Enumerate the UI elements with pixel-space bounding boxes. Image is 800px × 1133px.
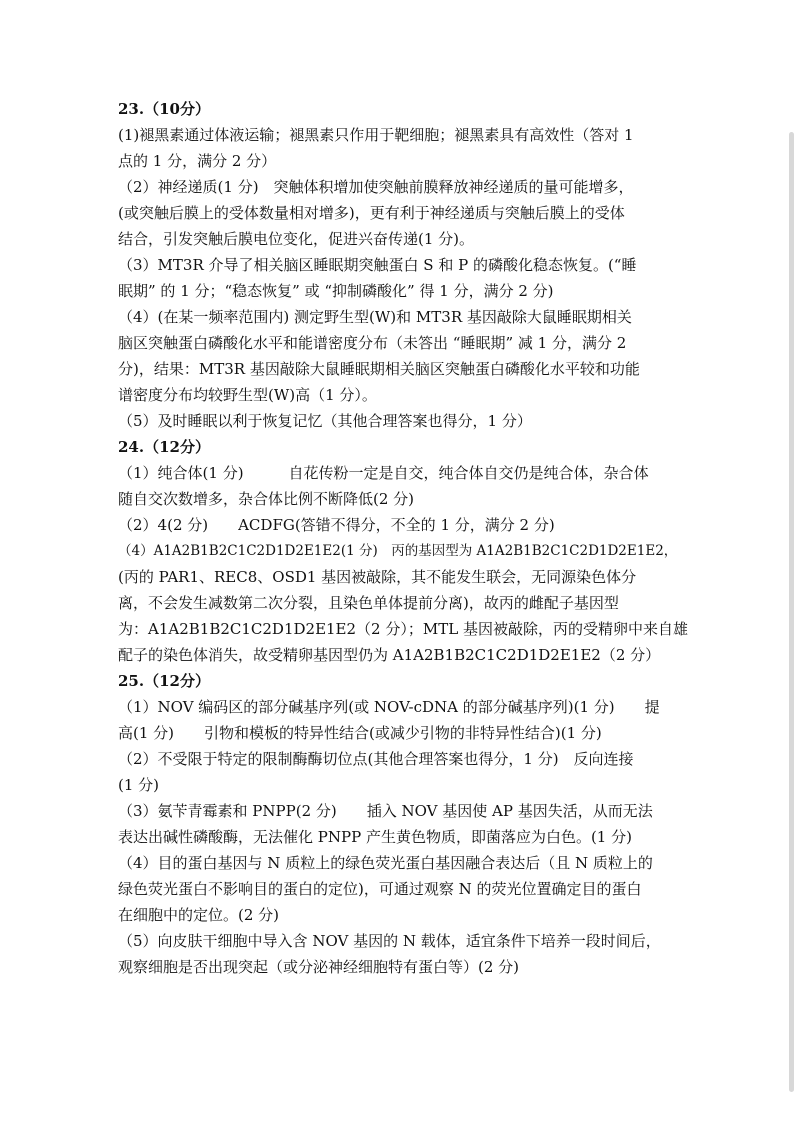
- q25-line-10: （5）向皮肤干细胞中导入含 NOV 基因的 N 载体，适宜条件下培养一段时间后，: [118, 932, 661, 950]
- q25-line-2: 高(1 分) 引物和模板的特异性结合(或减少引物的非特异性结合)(1 分): [118, 724, 602, 742]
- q24-line-3: （2）4(2 分) ACDFG(答错不得分，不全的 1 分，满分 2 分): [118, 516, 555, 534]
- q23-line-9: 脑区突触蛋白磷酸化水平和能谱密度分布（未答出 “睡眠期” 减 1 分，满分 2: [118, 334, 627, 352]
- q25-line-4: (1 分): [118, 776, 160, 794]
- question-23-heading: 23.（10分）: [118, 100, 210, 118]
- q23-line-4: (或突触后膜上的受体数量相对增多)，更有利于神经递质与突触后膜上的受体: [118, 204, 625, 222]
- question-25-heading: 25.（12分）: [118, 672, 210, 690]
- q24-line-5: (丙的 PAR1、REC8、OSD1 基因被敲除，其不能发生联会，无同源染色体分: [118, 568, 637, 586]
- q23-line-2: 点的 1 分，满分 2 分）: [118, 152, 277, 170]
- q23-line-8: （4）(在某一频率范围内) 测定野生型(W)和 MT3R 基因敲除大鼠睡眠期相关: [118, 308, 632, 326]
- q25-line-1: （1）NOV 编码区的部分碱基序列(或 NOV-cDNA 的部分碱基序列)(1 分) 提: [118, 698, 660, 716]
- q25-line-8: 绿色荧光蛋白不影响目的蛋白的定位)，可通过观察 N 的荧光位置确定目的蛋白: [118, 880, 642, 898]
- q24-line-4: （4）A1A2B1B2C1C2D1D2E1E2(1 分) 丙的基因型为 A1A2B1B2C1C2D1D2E1E2，: [118, 543, 678, 559]
- q23-line-12: （5）及时睡眠以利于恢复记忆（其他合理答案也得分，1 分）: [118, 412, 532, 430]
- q24-line-2: 随自交次数增多，杂合体比例不断降低(2 分): [118, 490, 415, 508]
- q23-line-3: （2）神经递质(1 分) 突触体积增加使突触前膜释放神经递质的量可能增多，: [118, 178, 634, 196]
- q23-line-1: (1)褪黑素通过体液运输；褪黑素只作用于靶细胞；褪黑素具有高效性（答对 1: [118, 126, 634, 144]
- answer-key-content: [118, 96, 690, 980]
- q25-line-3: （2）不受限于特定的限制酶酶切位点(其他合理答案也得分，1 分) 反向连接: [118, 750, 634, 768]
- q25-line-7: （4）目的蛋白基因与 N 质粒上的绿色荧光蛋白基因融合表达后（且 N 质粒上的: [118, 854, 653, 872]
- q23-line-6: （3）MT3R 介导了相关脑区睡眠期突触蛋白 S 和 P 的磷酸化稳态恢复。(“睡: [118, 256, 637, 274]
- q25-line-6: 表达出碱性磷酸酶，无法催化 PNPP 产生黄色物质，即菌落应为白色。(1 分): [118, 828, 632, 846]
- q25-line-9: 在细胞中的定位。(2 分): [118, 906, 280, 924]
- q25-line-5: （3）氨苄青霉素和 PNPP(2 分) 插入 NOV 基因使 AP 基因失活，从而无法: [118, 802, 653, 820]
- question-24-heading: 24.（12分）: [118, 438, 210, 456]
- q23-line-7: 眠期” 的 1 分；“稳态恢复” 或 “抑制磷酸化” 得 1 分，满分 2 分): [118, 282, 554, 300]
- q24-line-6: 离，不会发生减数第二次分裂，且染色单体提前分离)，故丙的雌配子基因型: [118, 594, 619, 612]
- q25-line-11: 观察细胞是否出现突起（或分泌神经细胞特有蛋白等）(2 分): [118, 958, 520, 976]
- q23-line-11: 谱密度分布均较野生型(W)高（1 分）。: [118, 386, 377, 404]
- q23-line-5: 结合，引发突触后膜电位变化，促进兴奋传递(1 分)。: [118, 230, 475, 248]
- q23-line-10: 分)，结果：MT3R 基因敲除大鼠睡眠期相关脑区突触蛋白磷酸化水平较和功能: [118, 360, 640, 378]
- q24-line-1: （1）纯合体(1 分) 自花传粉一定是自交，纯合体自交仍是纯合体，杂合体: [118, 464, 649, 482]
- q24-line-7: 为：A1A2B1B2C1C2D1D2E1E2（2 分）；MTL 基因被敲除，丙的受精卵中来自雄: [118, 620, 688, 638]
- q24-line-8: 配子的染色体消失，故受精卵基因型仍为 A1A2B1B2C1C2D1D2E1E2（2 分）: [118, 646, 661, 664]
- scrollbar[interactable]: [789, 132, 794, 1092]
